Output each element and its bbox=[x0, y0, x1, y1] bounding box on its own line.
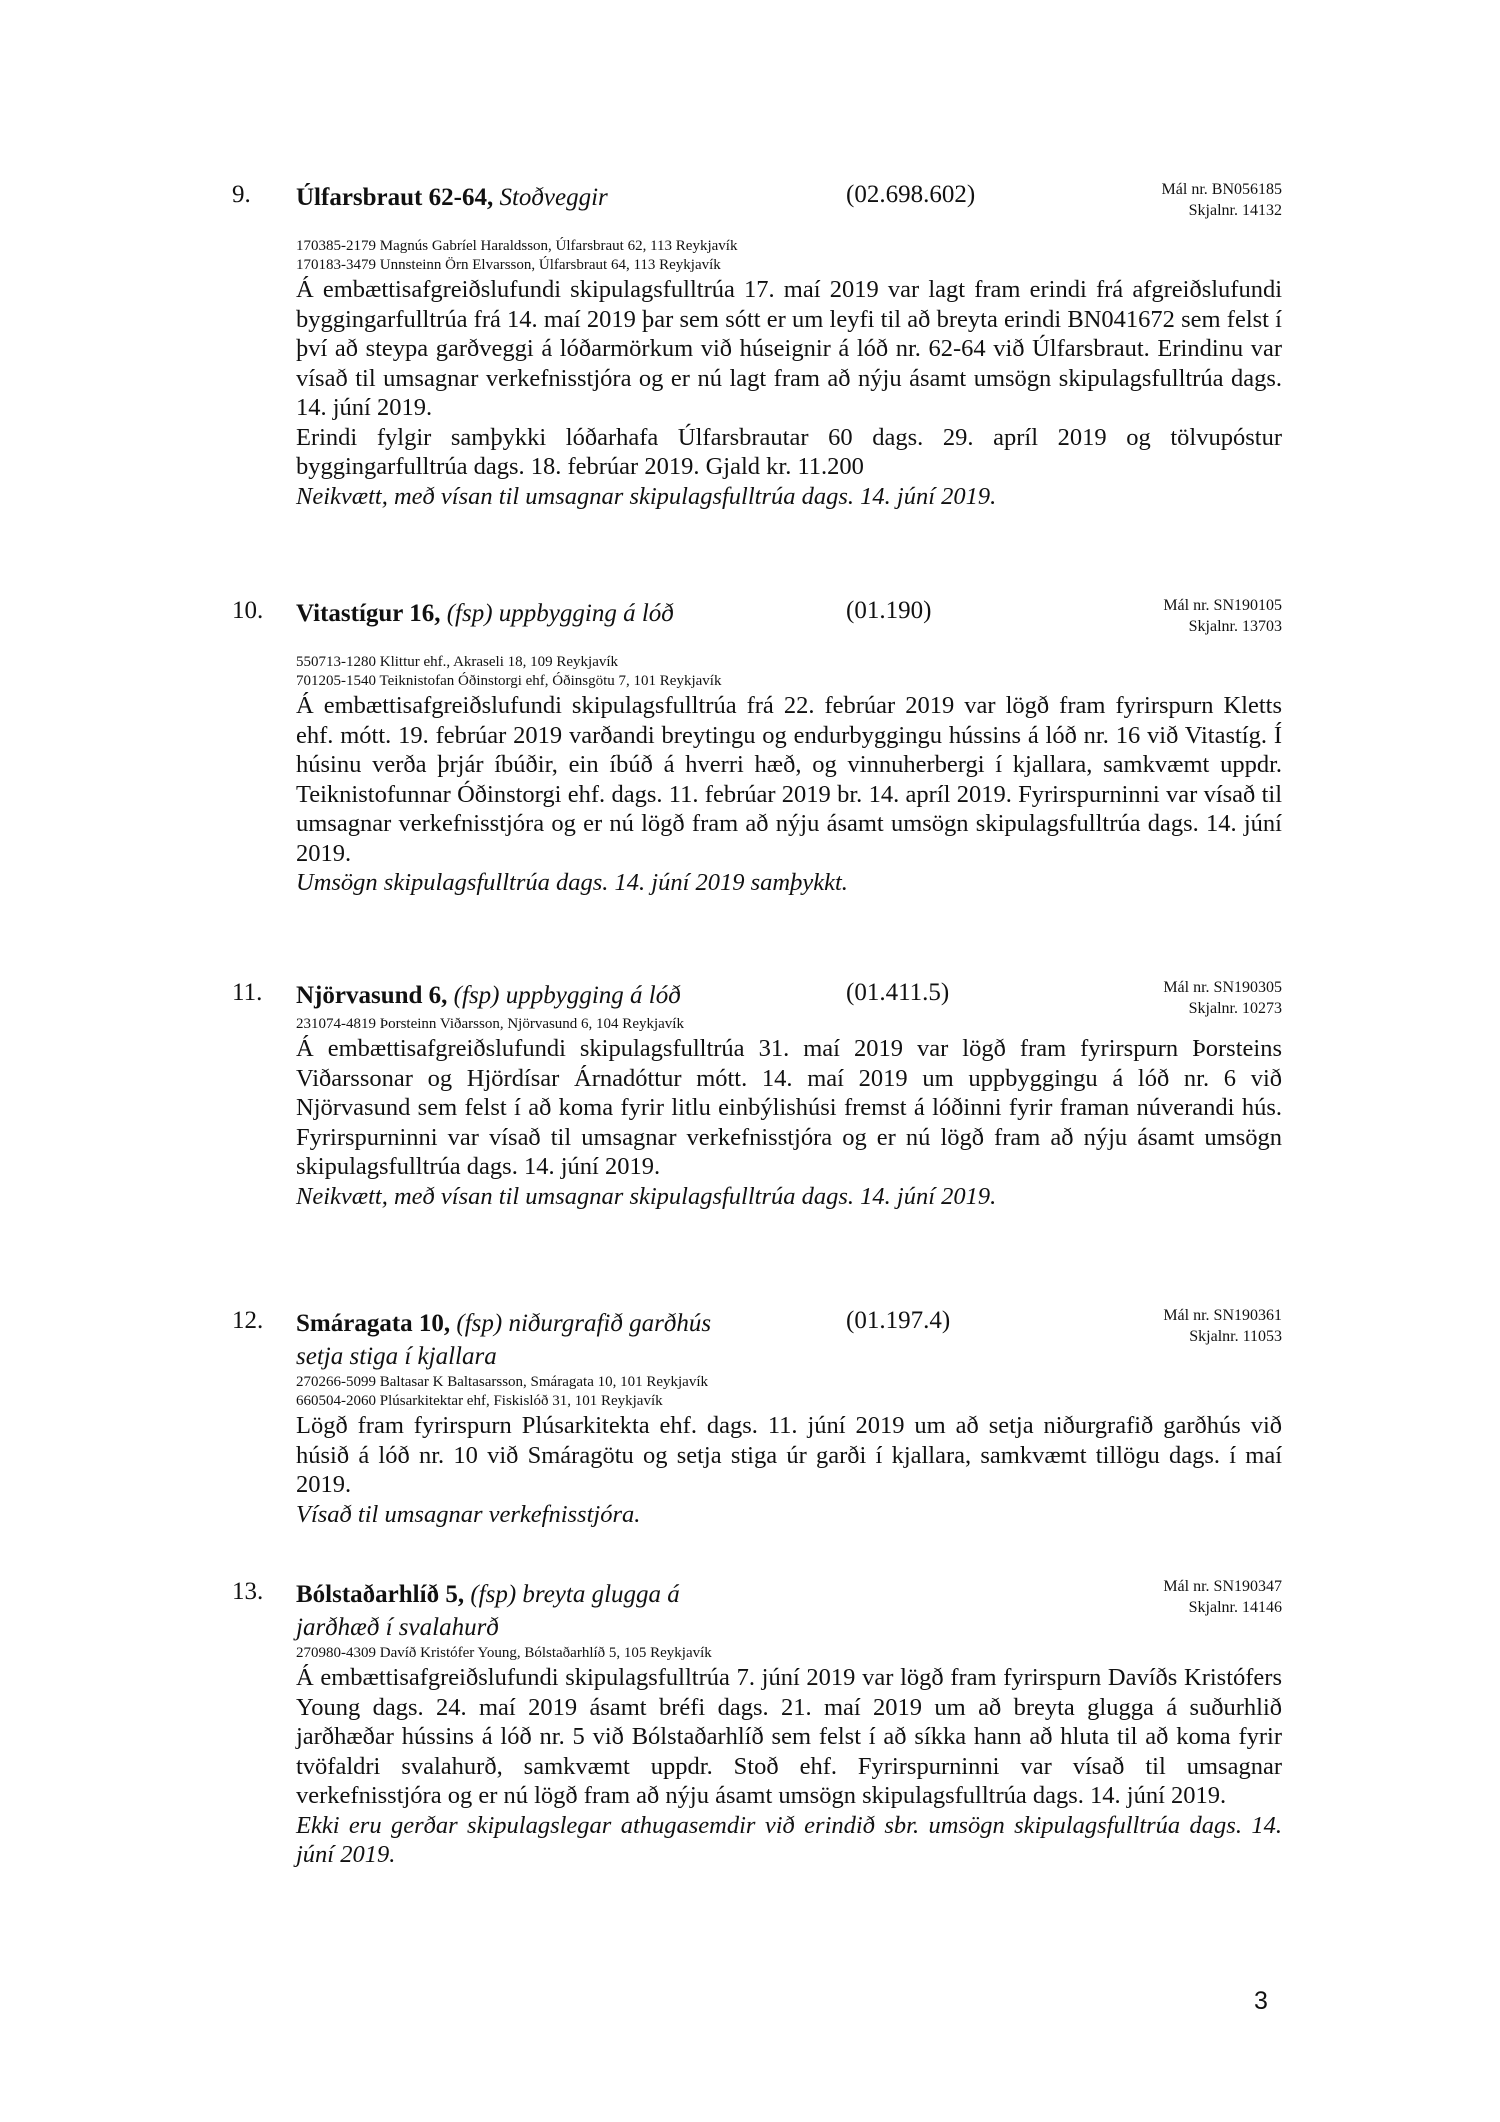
item-paragraph: Lögð fram fyrirspurn Plúsarkitekta ehf. dags. 11. júní 2019 um að setja niðurgrafið garðhús við húsið á lóð nr. 10 við Smáragötu og setja stiga úr garði í kjallara, samkvæmt tillögu dags. í maí 2019. bbox=[296, 1412, 1282, 1498]
item-paragraph: Á embættisafgreiðslufundi skipulagsfulltrúa frá 22. febrúar 2019 var lögð fram fyrirspurn Kletts ehf. mótt. 19. febrúar 2019 varðandi breytingu og endurbyggingu hússins á lóð nr. 16 við Vitastíg. Í húsinu verða þrjár íbúðir, ein íbúð á hverri hæð, og vinnuherbergi í kjallara, samkvæmt uppdr. Teiknistofunnar Óðinstorgi ehf. dags. 11. febrúar 2019 br. 14. apríl 2019. Fyrirspurninni var vísað til umsagnar verkefnisstjóra og er nú lögð fram að nýju ásamt umsögn skipulagsfulltrúa dags. 14. júní 2019. bbox=[296, 692, 1282, 867]
document-number: Skjalnr. 14132 bbox=[1188, 202, 1282, 219]
case-number: Mál nr. SN190305 bbox=[1163, 979, 1282, 996]
item-subject: (fsp) uppbygging á lóð bbox=[453, 982, 681, 1009]
item-header bbox=[232, 1307, 1282, 1373]
item-land-code: (02.698.602) bbox=[846, 181, 976, 208]
item-owners bbox=[296, 237, 1282, 275]
item-resolution: Vísað til umsagnar verkefnisstjóra. bbox=[296, 1500, 641, 1528]
item-number: 12. bbox=[232, 1307, 264, 1334]
agenda-item bbox=[232, 979, 1282, 1211]
case-number: Mál nr. SN190105 bbox=[1163, 597, 1282, 614]
item-subject: (fsp) breyta glugga á bbox=[470, 1581, 680, 1608]
case-reference bbox=[1162, 179, 1282, 221]
item-number: 13. bbox=[232, 1578, 264, 1605]
item-address: Smáragata 10, bbox=[296, 1310, 451, 1337]
item-land-code: (01.197.4) bbox=[846, 1307, 951, 1334]
case-reference bbox=[1163, 1576, 1282, 1618]
document-number: Skjalnr. 14146 bbox=[1188, 1599, 1282, 1616]
owner-line: 660504-2060 Plúsarkitektar ehf, Fiskislóð 31, 101 Reykjavík bbox=[296, 1393, 663, 1409]
item-subject-continued: setja stiga í kjallara bbox=[296, 1343, 497, 1370]
item-land-code: (01.411.5) bbox=[846, 979, 950, 1006]
item-number: 10. bbox=[232, 597, 264, 624]
item-body bbox=[296, 1663, 1282, 1811]
item-resolution: Ekki eru gerðar skipulagslegar athugasemdir við erindið sbr. umsögn skipulagsfulltrúa dags. 14. júní 2019. bbox=[296, 1811, 1282, 1868]
item-subject-continued: jarðhæð í svalahurð bbox=[296, 1614, 499, 1641]
item-body bbox=[296, 1034, 1282, 1182]
case-number: Mál nr. SN190361 bbox=[1163, 1307, 1282, 1324]
page-number: 3 bbox=[1254, 1987, 1268, 2015]
case-number: Mál nr. BN056185 bbox=[1161, 181, 1282, 198]
item-owners bbox=[296, 1644, 1282, 1663]
item-land-code: (01.190) bbox=[846, 597, 932, 624]
case-reference bbox=[1163, 595, 1282, 637]
item-header bbox=[232, 979, 1282, 1015]
item-header bbox=[232, 1578, 1282, 1644]
document-number: Skjalnr. 10273 bbox=[1188, 1000, 1282, 1017]
item-title bbox=[296, 979, 681, 1012]
item-owners bbox=[296, 653, 1282, 691]
item-title bbox=[296, 1578, 680, 1644]
agenda-item bbox=[232, 597, 1282, 898]
item-title bbox=[296, 1307, 711, 1373]
item-address: Vitastígur 16, bbox=[296, 600, 441, 627]
item-header bbox=[232, 597, 1282, 653]
item-title bbox=[296, 597, 674, 630]
item-title bbox=[296, 181, 608, 214]
item-subject: Stoðveggir bbox=[499, 184, 608, 211]
case-reference bbox=[1163, 977, 1282, 1019]
owner-line: 550713-1280 Klittur ehf., Akraseli 18, 109 Reykjavík bbox=[296, 654, 619, 670]
item-body bbox=[296, 691, 1282, 868]
item-address: Njörvasund 6, bbox=[296, 982, 448, 1009]
item-number: 11. bbox=[232, 979, 263, 1006]
item-number: 9. bbox=[232, 181, 251, 208]
item-subject: (fsp) uppbygging á lóð bbox=[446, 600, 674, 627]
owner-line: 701205-1540 Teiknistofan Óðinstorgi ehf, Óðinsgötu 7, 101 Reykjavík bbox=[296, 673, 722, 689]
item-subject: (fsp) niðurgrafið garðhús bbox=[456, 1310, 712, 1337]
agenda-item bbox=[232, 1307, 1282, 1529]
item-header bbox=[232, 181, 1282, 237]
item-body bbox=[296, 275, 1282, 482]
item-address: Úlfarsbraut 62-64, bbox=[296, 184, 494, 211]
owner-line: 170183-3479 Unnsteinn Örn Elvarsson, Úlfarsbraut 64, 113 Reykjavík bbox=[296, 257, 721, 273]
item-resolution: Neikvætt, með vísan til umsagnar skipulagsfulltrúa dags. 14. júní 2019. bbox=[296, 1182, 997, 1210]
case-reference bbox=[1163, 1305, 1282, 1347]
owner-line: 231074-4819 Þorsteinn Viðarsson, Njörvasund 6, 104 Reykjavík bbox=[296, 1016, 684, 1032]
item-paragraph: Á embættisafgreiðslufundi skipulagsfulltrúa 31. maí 2019 var lögð fram fyrirspurn Þorsteins Viðarssonar og Hjördísar Árnadóttur mótt. 14. maí 2019 um uppbyggingu á lóð nr. 6 við Njörvasund sem felst í að koma fyrir litlu einbýlishúsi fremst á lóðinni fyrir framan núverandi hús. Fyrirspurninni var vísað til umsagnar verkefnisstjóra og er nú lögð fram að nýju ásamt umsögn skipulagsfulltrúa dags. 14. júní 2019. bbox=[296, 1035, 1282, 1180]
item-owners bbox=[296, 1373, 1282, 1411]
document-number: Skjalnr. 11053 bbox=[1189, 1328, 1282, 1345]
case-number: Mál nr. SN190347 bbox=[1163, 1578, 1282, 1595]
owner-line: 270980-4309 Davíð Kristófer Young, Bólstaðarhlíð 5, 105 Reykjavík bbox=[296, 1645, 712, 1661]
agenda-item bbox=[232, 181, 1282, 511]
item-address: Bólstaðarhlíð 5, bbox=[296, 1581, 465, 1608]
item-paragraph: Erindi fylgir samþykki lóðarhafa Úlfarsbrautar 60 dags. 29. apríl 2019 og tölvupóstur byggingarfulltrúa dags. 18. febrúar 2019. Gjald kr. 11.200 bbox=[296, 423, 1282, 480]
owner-line: 170385-2179 Magnús Gabríel Haraldsson, Úlfarsbraut 62, 113 Reykjavík bbox=[296, 238, 738, 254]
item-resolution: Neikvætt, með vísan til umsagnar skipulagsfulltrúa dags. 14. júní 2019. bbox=[296, 482, 997, 510]
item-owners bbox=[296, 1015, 1282, 1034]
item-paragraph: Á embættisafgreiðslufundi skipulagsfulltrúa 7. júní 2019 var lögð fram fyrirspurn Davíðs Kristófers Young dags. 24. maí 2019 ásamt bréfi dags. 21. maí 2019 um að breyta glugga á suðurhlið jarðhæðar hússins á lóð nr. 5 við Bólstaðarhlíð sem felst í að síkka hann að hluta til að koma fyrir tvöfaldri svalahurð, samkvæmt uppdr. Stoð ehf. Fyrirspurninni var vísað til umsagnar verkefnisstjóra og er nú lögð fram að nýju ásamt umsögn skipulagsfulltrúa dags. 14. júní 2019. bbox=[296, 1664, 1282, 1809]
item-paragraph: Á embættisafgreiðslufundi skipulagsfulltrúa 17. maí 2019 var lagt fram erindi frá afgreiðslufundi byggingarfulltrúa frá 14. maí 2019 þar sem sótt er um leyfi til að breyta erindi BN041672 sem felst í því að steypa garðveggi á lóðarmörkum við húseignir á lóð nr. 62-64 við Úlfarsbraut. Erindinu var vísað til umsagnar verkefnisstjóra og er nú lagt fram að nýju ásamt umsögn skipulagsfulltrúa dags. 14. júní 2019. bbox=[296, 276, 1282, 421]
document-number: Skjalnr. 13703 bbox=[1188, 618, 1282, 635]
item-resolution: Umsögn skipulagsfulltrúa dags. 14. júní 2019 samþykkt. bbox=[296, 869, 848, 896]
owner-line: 270266-5099 Baltasar K Baltasarsson, Smáragata 10, 101 Reykjavík bbox=[296, 1374, 709, 1390]
item-body bbox=[296, 1411, 1282, 1500]
agenda-item bbox=[232, 1578, 1282, 1870]
